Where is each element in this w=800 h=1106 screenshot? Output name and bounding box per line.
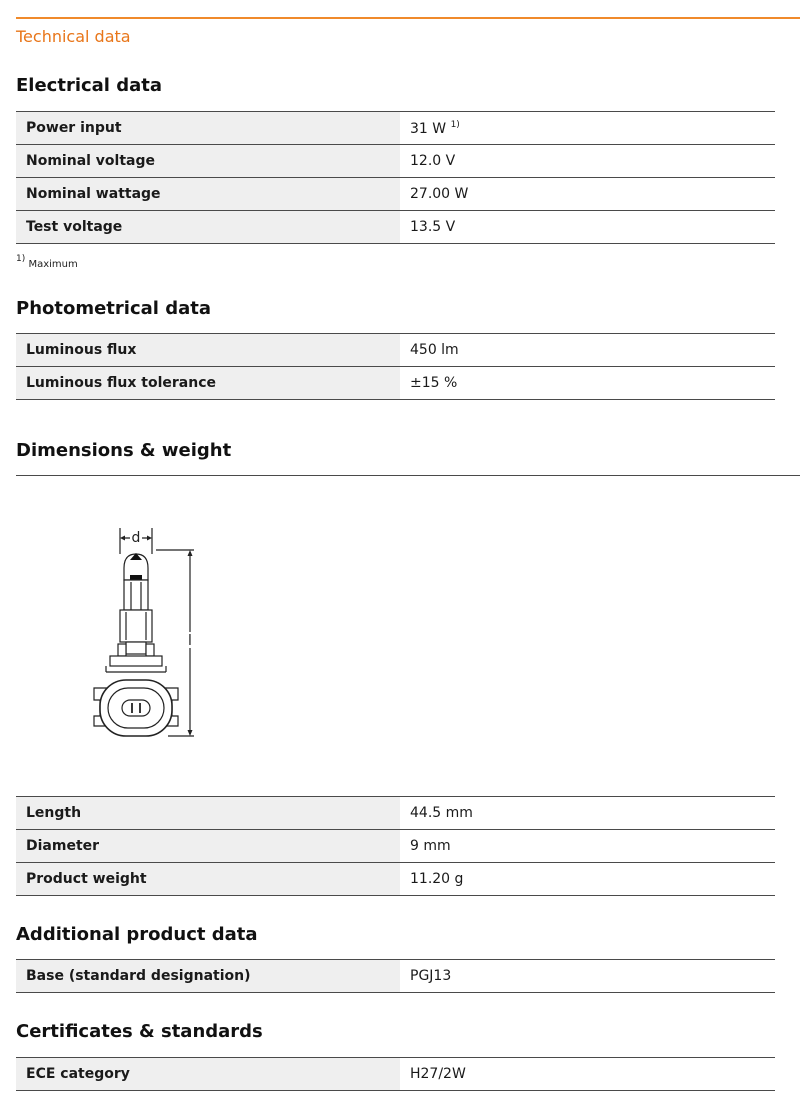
table-row <box>16 178 775 211</box>
row-label: Base (standard designation) <box>16 960 400 993</box>
table-row <box>16 960 775 993</box>
dimensions-table <box>16 796 775 896</box>
table-row <box>16 797 775 830</box>
power-input-value: 31 W <box>410 120 447 137</box>
row-label: Product weight <box>16 863 400 896</box>
table-row <box>16 334 775 367</box>
row-label: Nominal wattage <box>16 178 400 211</box>
footnote <box>16 254 78 270</box>
row-label: Luminous flux tolerance <box>16 367 400 400</box>
additional-heading: Additional product data <box>16 924 258 945</box>
table-row <box>16 211 775 244</box>
row-value: 9 mm <box>400 830 775 863</box>
row-value: 12.0 V <box>400 145 775 178</box>
dimensions-heading: Dimensions & weight <box>16 440 232 461</box>
photometric-table <box>16 333 775 400</box>
table-row <box>16 1058 775 1091</box>
row-label: Power input <box>16 112 400 145</box>
certificates-table <box>16 1057 775 1091</box>
table-row <box>16 112 775 145</box>
electrical-table <box>16 111 775 244</box>
header-accent-line <box>16 17 800 19</box>
row-value: 13.5 V <box>400 211 775 244</box>
row-label: Length <box>16 797 400 830</box>
length-label: l <box>188 633 192 649</box>
row-value: 450 lm <box>400 334 775 367</box>
row-label: ECE category <box>16 1058 400 1091</box>
row-value: H27/2W <box>400 1058 775 1091</box>
certificates-heading: Certificates & standards <box>16 1021 263 1042</box>
diameter-label: d <box>131 530 141 546</box>
table-row <box>16 145 775 178</box>
section-label: Technical data <box>16 27 131 46</box>
row-value: 44.5 mm <box>400 797 775 830</box>
footnote-ref: 1) <box>450 119 460 130</box>
row-label: Luminous flux <box>16 334 400 367</box>
row-value <box>400 112 775 145</box>
row-value: ±15 % <box>400 367 775 400</box>
row-label: Diameter <box>16 830 400 863</box>
photometric-heading: Photometrical data <box>16 298 211 319</box>
additional-table <box>16 959 775 993</box>
electrical-heading: Electrical data <box>16 75 163 96</box>
table-row <box>16 830 775 863</box>
row-label: Nominal voltage <box>16 145 400 178</box>
row-value: 11.20 g <box>400 863 775 896</box>
table-row <box>16 367 775 400</box>
divider <box>16 475 800 476</box>
row-value: PGJ13 <box>400 960 775 993</box>
row-value: 27.00 W <box>400 178 775 211</box>
table-row <box>16 863 775 896</box>
bulb-dimension-drawing <box>86 520 216 745</box>
row-label: Test voltage <box>16 211 400 244</box>
footnote-mark: 1) <box>16 254 26 264</box>
footnote-text: Maximum <box>28 259 78 270</box>
